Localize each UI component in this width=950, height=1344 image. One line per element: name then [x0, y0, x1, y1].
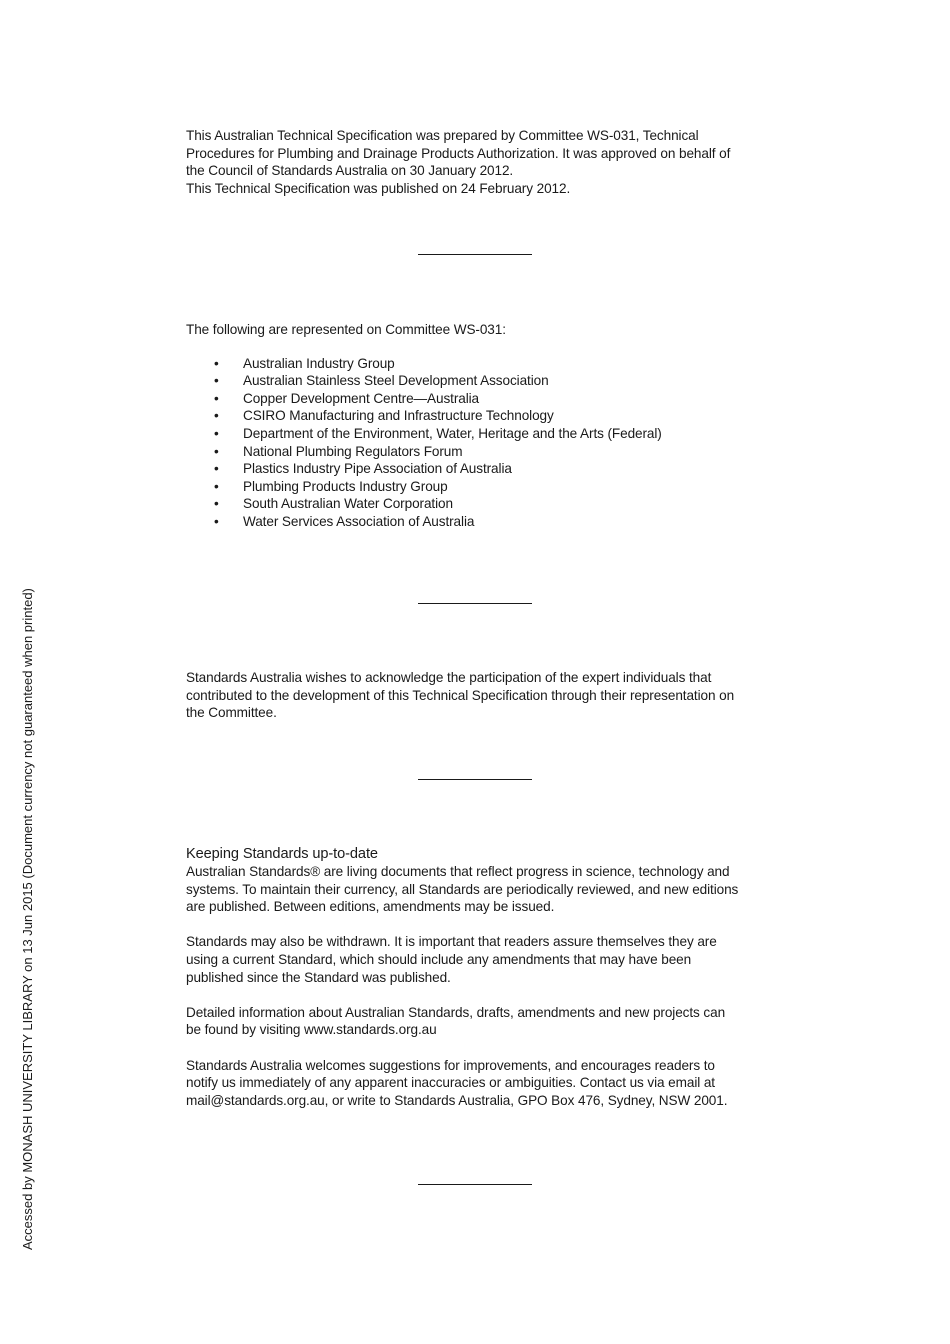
list-item [186, 495, 776, 513]
section-divider [418, 603, 532, 604]
bullet-icon: • [214, 478, 219, 494]
paragraph-line: notify us immediately of any apparent inaccuracies or ambiguities. Contact us via email at [186, 1075, 715, 1091]
member-name: National Plumbing Regulators Forum [243, 443, 463, 459]
bullet-icon: • [214, 355, 219, 371]
bullet-icon: • [214, 425, 219, 441]
list-item [186, 425, 776, 443]
paragraph-line: Australian Standards® are living documents that reflect progress in science, technology and [186, 864, 730, 879]
acknowledgement-line: contributed to the development of this Technical Specification through their representation on [186, 687, 735, 703]
bullet-icon: • [214, 408, 219, 424]
member-name: Copper Development Centre—Australia [243, 390, 480, 406]
member-name: Australian Industry Group [243, 355, 395, 371]
section-divider [418, 1184, 532, 1185]
list-item [186, 478, 776, 496]
list-item [186, 355, 776, 373]
list-item [186, 513, 776, 531]
committee-intro: The following are represented on Committee WS-031: [186, 322, 506, 337]
list-item [186, 390, 776, 408]
list-item [186, 407, 776, 425]
bullet-icon: • [214, 390, 219, 406]
member-name: Australian Stainless Steel Development Association [243, 373, 549, 389]
member-name: Water Services Association of Australia [243, 513, 475, 529]
section-divider [418, 779, 532, 780]
member-name: Plumbing Products Industry Group [243, 478, 448, 494]
member-name: South Australian Water Corporation [243, 496, 453, 512]
keeping-standards-section [186, 845, 776, 1109]
acknowledgement-line: Standards Australia wishes to acknowledge the participation of the expert individuals that [186, 670, 712, 685]
publication-line: This Technical Specification was published on 24 February 2012. [186, 180, 571, 196]
member-name: CSIRO Manufacturing and Infrastructure Technology [243, 408, 554, 424]
contact-line: mail@standards.org.au, or write to Standards Australia, GPO Box 476, Sydney, NSW 2001. [186, 1092, 728, 1108]
section-heading: Keeping Standards up-to-date [186, 846, 378, 862]
bullet-icon: • [214, 443, 219, 459]
bullet-icon: • [214, 461, 219, 477]
bullet-icon: • [214, 373, 219, 389]
paragraph-line: are published. Between editions, amendments may be issued. [186, 899, 555, 915]
list-item [186, 372, 776, 390]
paragraph-line: Standards Australia welcomes suggestions for improvements, and encourages readers to [186, 1057, 715, 1073]
member-name: Department of the Environment, Water, Heritage and the Arts (Federal) [243, 425, 662, 441]
member-name: Plastics Industry Pipe Association of Australia [243, 461, 512, 477]
approval-line: This Australian Technical Specification was prepared by Committee WS-031, Technical [186, 128, 699, 143]
committee-section [186, 321, 776, 531]
website-line: be found by visiting www.standards.org.au [186, 1022, 437, 1038]
bullet-icon: • [214, 496, 219, 512]
section-divider [418, 254, 532, 255]
access-watermark: Accessed by MONASH UNIVERSITY LIBRARY on 13 Jun 2015 (Document currency not guaranteed when printed) [20, 588, 35, 1250]
list-item [186, 443, 776, 461]
committee-member-list [186, 355, 776, 531]
paragraph-line: Standards may also be withdrawn. It is important that readers assure themselves they are [186, 934, 717, 950]
paragraph-line: Detailed information about Australian Standards, drafts, amendments and new projects can [186, 1004, 726, 1020]
approval-statement [186, 127, 776, 197]
list-item [186, 460, 776, 478]
approval-line: Procedures for Plumbing and Drainage Products Authorization. It was approved on behalf of [186, 145, 731, 161]
acknowledgement-line: the Committee. [186, 705, 277, 721]
approval-line: the Council of Standards Australia on 30 January 2012. [186, 163, 514, 179]
paragraph-line: using a current Standard, which should include any amendments that may have been [186, 951, 692, 967]
paragraph-line: published since the Standard was published. [186, 969, 451, 985]
paragraph-line: systems. To maintain their currency, all Standards are periodically reviewed, and new editions [186, 881, 739, 897]
bullet-icon: • [214, 513, 219, 529]
acknowledgement-section [186, 669, 776, 722]
